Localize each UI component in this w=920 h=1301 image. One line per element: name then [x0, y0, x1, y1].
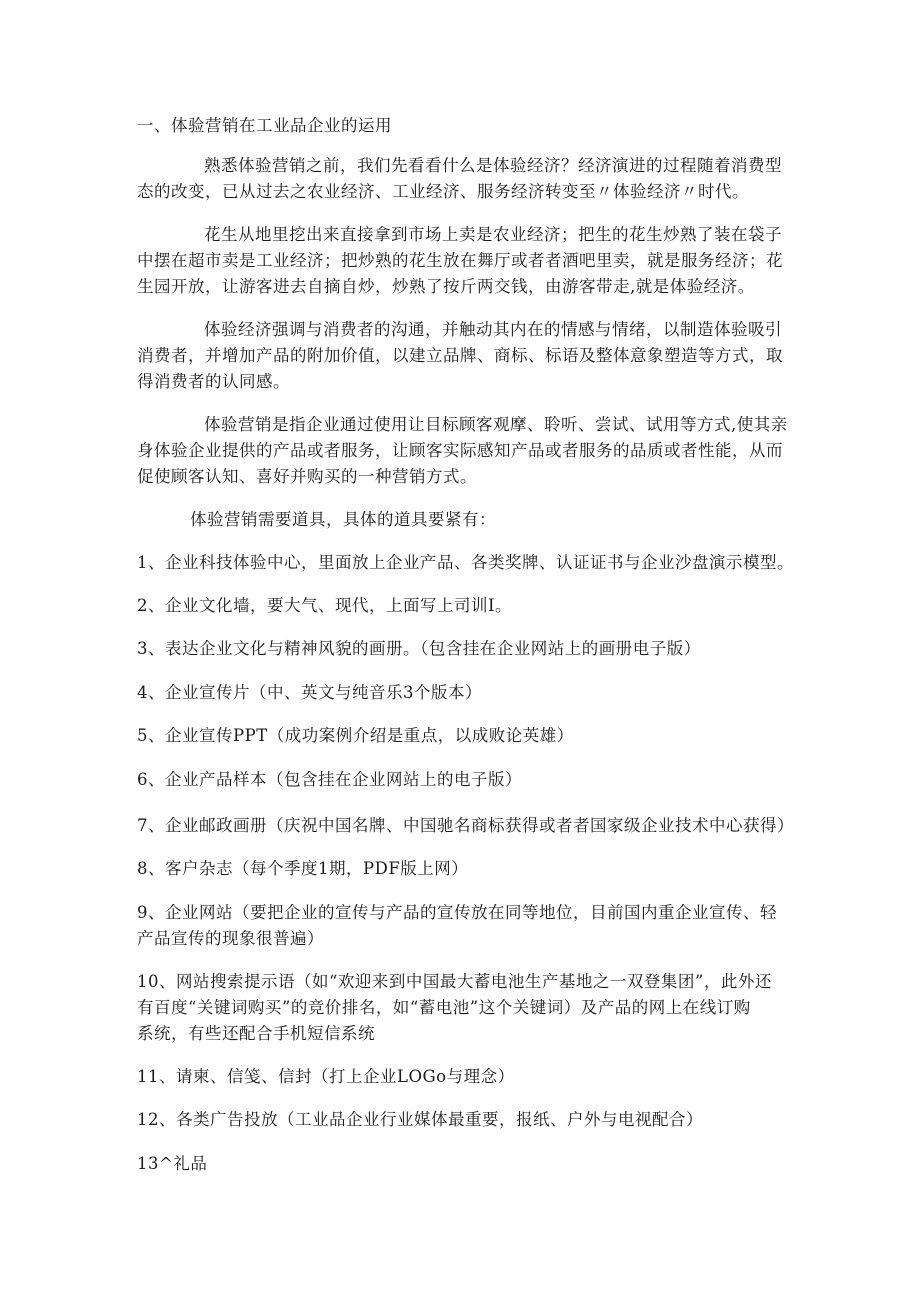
paragraph-line: 中摆在超市卖是工业经济；把炒熟的花生放在舞厅或者者酒吧里卖，就是服务经济；花	[137, 251, 783, 270]
paragraph-line: 体验经济强调与消费者的沟通，并触动其内在的情感与情绪，以制造体验吸引	[204, 320, 782, 339]
list-item: 13^礼品	[137, 1154, 208, 1173]
section-heading: 一、体验营销在工业品企业的运用	[137, 116, 392, 135]
list-item-continuation: 系统，有些还配合手机短信系统	[137, 1024, 375, 1043]
list-item: 2、企业文化墙，要大气、现代，上面写上司训I。	[137, 596, 513, 615]
paragraph-line: 消费者，并增加产品的附加价值，以建立品牌、商标、标语及整体意象塑造等方式，取	[137, 346, 783, 365]
list-item: 7、企业邮政画册（庆祝中国名牌、中国驰名商标获得或者者国家级企业技术中心获得）	[137, 816, 794, 835]
paragraph-line: 花生从地里挖出来直接拿到市场上卖是农业经济；把生的花生炒熟了装在袋子	[204, 225, 782, 244]
list-item: 5、企业宣传PPT（成功案例介绍是重点，以成败论英雄）	[137, 726, 574, 745]
list-item: 11、请柬、信笺、信封（打上企业LOGo与理念）	[137, 1067, 515, 1086]
paragraph-line: 身体验企业提供的产品或者服务，让顾客实际感知产品或者服务的品质或者性能，从而	[137, 441, 783, 460]
paragraph-line: 态的改变，已从过去之农业经济、工业经济、服务经济转变至〃体验经济〃时代。	[137, 182, 749, 201]
list-item: 12、各类广告投放（工业品企业行业媒体最重要，报纸、户外与电视配合）	[137, 1110, 703, 1129]
paragraph-line: 体验营销需要道具，具体的道具要紧有：	[190, 510, 496, 529]
paragraph-line: 得消费者的认同感。	[137, 372, 290, 391]
list-item: 1、企业科技体验中心，里面放上企业产品、各类奖牌、认证证书与企业沙盘演示模型。	[137, 553, 794, 572]
list-item: 3、表达企业文化与精神风貌的画册。（包含挂在企业网站上的画册电子版）	[137, 639, 701, 658]
paragraph-line: 促使顾客认知、喜好并购买的一种营销方式。	[137, 467, 477, 486]
list-item: 4、企业宣传片（中、英文与纯音乐3个版本）	[137, 683, 482, 702]
list-item: 9、企业网站（要把企业的宣传与产品的宣传放在同等地位，目前国内重企业宣传、轻	[137, 903, 777, 922]
list-item: 10、网站搜索提示语（如“欢迎来到中国最大蓄电池生产基地之一双登集团”，此外还	[137, 972, 772, 991]
list-item-continuation: 有百度“关键词购买”的竞价排名，如“蓄电池”这个关键词）及产品的网上在线订购	[137, 998, 751, 1017]
paragraph-line: 熟悉体验营销之前，我们先看看什么是体验经济？经济演进的过程随着消费型	[204, 156, 782, 175]
paragraph-line: 生园开放，让游客进去自摘自炒，炒熟了按斤两交钱，由游客带走,就是体验经济。	[137, 277, 755, 296]
list-item: 8、客户杂志（每个季度1期，PDF版上网）	[137, 859, 469, 878]
list-item-continuation: 产品宣传的现象很普遍）	[137, 929, 324, 948]
paragraph-line: 体验营销是指企业通过使用让目标顾客观摩、聆听、尝试、试用等方式,使其亲	[204, 415, 788, 434]
list-item: 6、企业产品样本（包含挂在企业网站上的电子版）	[137, 770, 522, 789]
